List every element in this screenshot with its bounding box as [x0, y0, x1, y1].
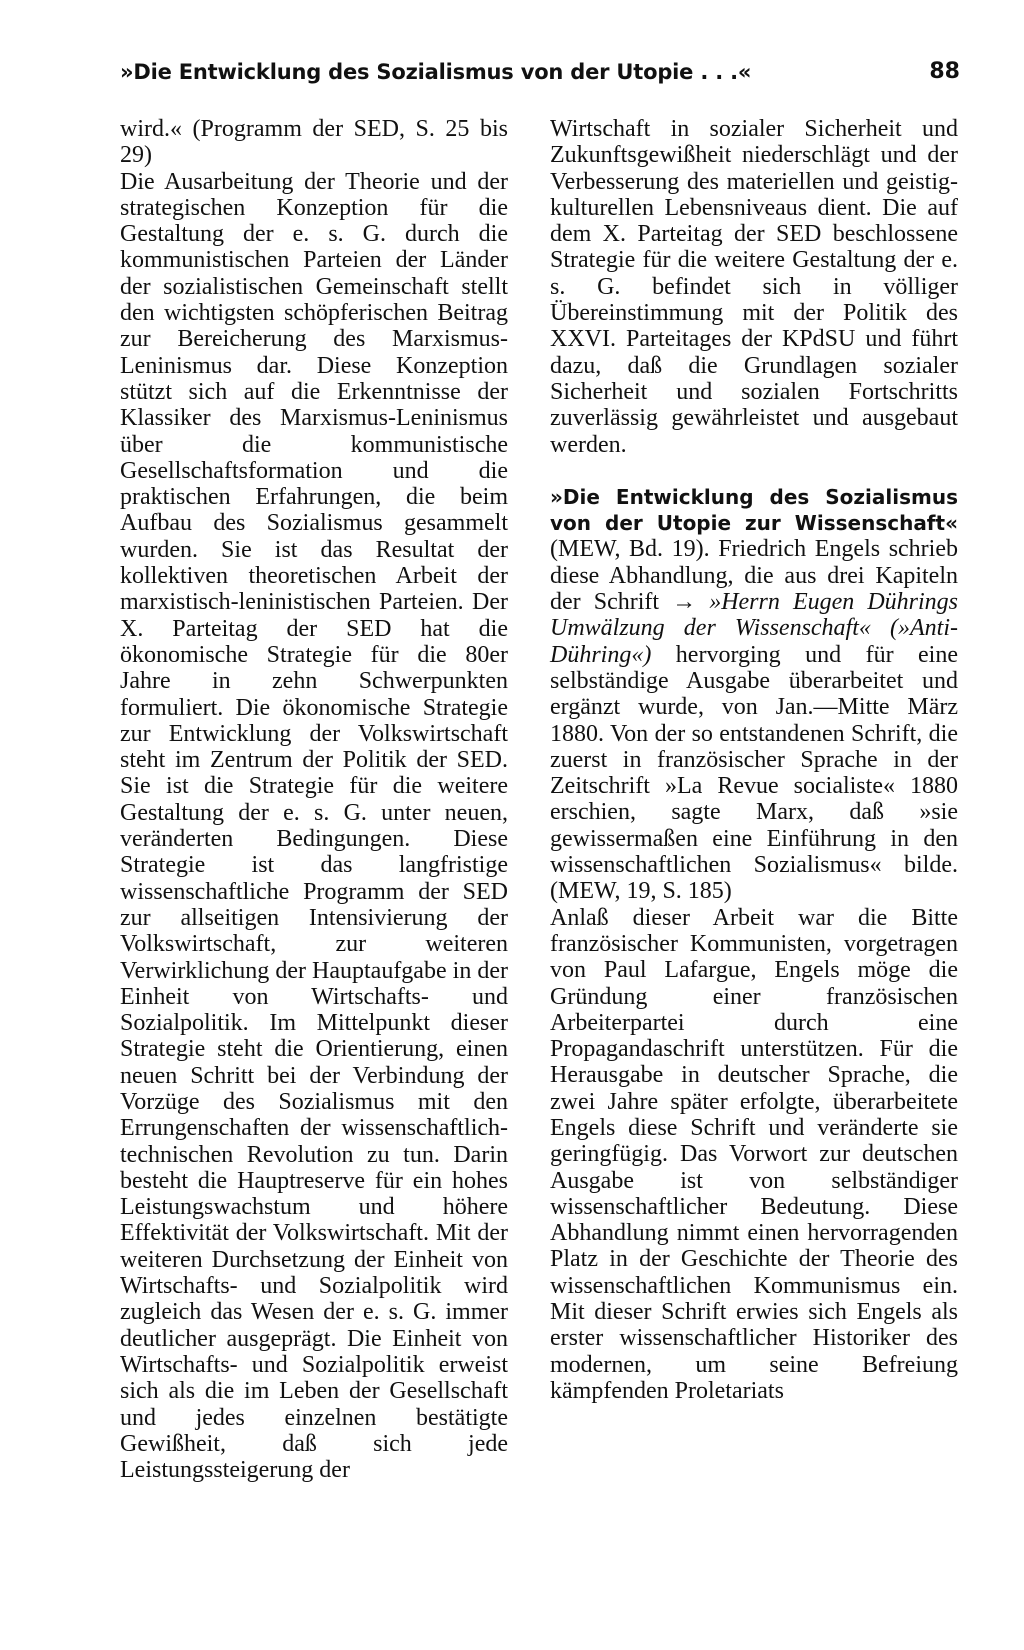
cross-reference-arrow: →: [672, 589, 697, 616]
left-column: [120, 116, 508, 1483]
entry-text: hervorging und für eine selbständige Ausgabe überarbeitet und ergänzt wurde, von Jan.—Mitte März 1880. Von der so entstandenen Schrift, die zuerst in französischer Sprache in der Zeitschrift »La Revue socialiste« 1880 erschien, sagte Marx, daß »sie gewissermaßen eine Einführung in den wissenschaftlichen Sozialismus« bilde. (MEW, 19, S. 185): [550, 641, 958, 905]
running-head: [120, 60, 960, 96]
paragraph: Anlaß dieser Arbeit war die Bitte französischer Kommunisten, vorgetragen von Paul Lafargue, Engels möge die Gründung einer französischen Arbeiterpartei durch eine Propagandaschrift unterstützen. Für die Herausgabe in deutscher Sprache, die zwei Jahre später erfolgte, überarbeitete Engels diese Schrift und veränderte sie geringfügig. Das Vorwort zur deutschen Ausgabe ist von selbständiger wissenschaftlicher Bedeutung. Diese Abhandlung nimmt einen hervorragenden Platz in der Geschichte der Theorie des wissenschaftlichen Kommunismus ein. Mit dieser Schrift erwies sich Engels als erster wissenschaftlicher Historiker des modernen, um seine Befreiung kämpfenden Proletariats: [550, 904, 958, 1404]
entry-text: (MEW, Bd. 19). Friedrich Engels schrieb diese Abhandlung, die aus drei Kapiteln der Schrift: [550, 536, 958, 616]
running-title: »Die Entwicklung des Sozialismus von der Utopie . . .«: [120, 60, 752, 84]
paragraph: wird.« (Programm der SED, S. 25 bis 29): [120, 116, 508, 169]
paragraph: Wirtschaft in sozialer Sicherheit und Zukunftsgewißheit niederschlägt und der Verbesserung des materiellen und geistig-kulturellen Lebensniveaus dient. Die auf dem X. Parteitag der SED beschlossene Strategie für die weitere Gestaltung der e. s. G. befindet sich in völliger Übereinstimmung mit der Politik des XXVI. Parteitages der KPdSU und führt dazu, daß die Grundlagen sozialer Sicherheit und sozialen Fortschritts zuverlässig gewährleistet und ausgebaut werden.: [550, 116, 958, 458]
entry-headword: »Die Entwicklung des Sozialismus von der Utopie zur Wissenschaft«: [550, 484, 958, 536]
right-column: [550, 116, 958, 1404]
cross-reference-title: »Herrn Eugen Dührings Umwälzung der Wissenschaft« (»Anti-Dühring«): [550, 589, 959, 668]
page-number: 88: [929, 59, 960, 84]
dictionary-entry: [550, 484, 958, 905]
paragraph: Die Ausarbeitung der Theorie und der strategischen Konzeption für die Gestaltung der e. s. G. durch die kommunistischen Parteien der Länder der sozialistischen Gemeinschaft stellt den wichtigsten schöpferischen Beitrag zur Bereicherung des Marxismus-Leninismus dar. Diese Konzeption stützt sich auf die Erkenntnisse der Klassiker des Marxismus-Leninismus über die kommunistische Gesellschaftsformation und die praktischen Erfahrungen, die beim Aufbau des Sozialismus gesammelt wurden. Sie ist das Resultat der kollektiven theoretischen Arbeit der marxistisch-leninistischen Parteien. Der X. Parteitag der SED hat die ökonomische Strategie für die 80er Jahre in zehn Schwerpunkten formuliert. Die ökonomische Strategie zur Entwicklung der Volkswirtschaft steht im Zentrum der Politik der SED. Sie ist die Strategie für die weitere Gestaltung der e. s. G. unter neuen, veränderten Bedingungen. Diese Strategie ist das langfristige wissenschaftliche Programm der SED zur allseitigen Intensivierung der Volkswirtschaft, zur weiteren Verwirklichung der Hauptaufgabe in der Einheit von Wirtschafts- und Sozialpolitik. Im Mittelpunkt dieser Strategie steht die Orientierung, einen neuen Schritt bei der Verbindung der Vorzüge des Sozialismus mit den Errungenschaften der wissenschaftlich-technischen Revolution zu tun. Darin besteht die Hauptreserve für ein hohes Leistungswachstum und höhere Effektivität der Volkswirtschaft. Mit der weiteren Durchsetzung der Einheit von Wirtschafts- und Sozialpolitik wird zugleich das Wesen der e. s. G. immer deutlicher ausgeprägt. Die Einheit von Wirtschafts- und Sozialpolitik erweist sich als die im Leben der Gesellschaft und jedes einzelnen bestätigte Gewißheit, daß sich jede Leistungssteigerung der: [120, 168, 508, 1484]
